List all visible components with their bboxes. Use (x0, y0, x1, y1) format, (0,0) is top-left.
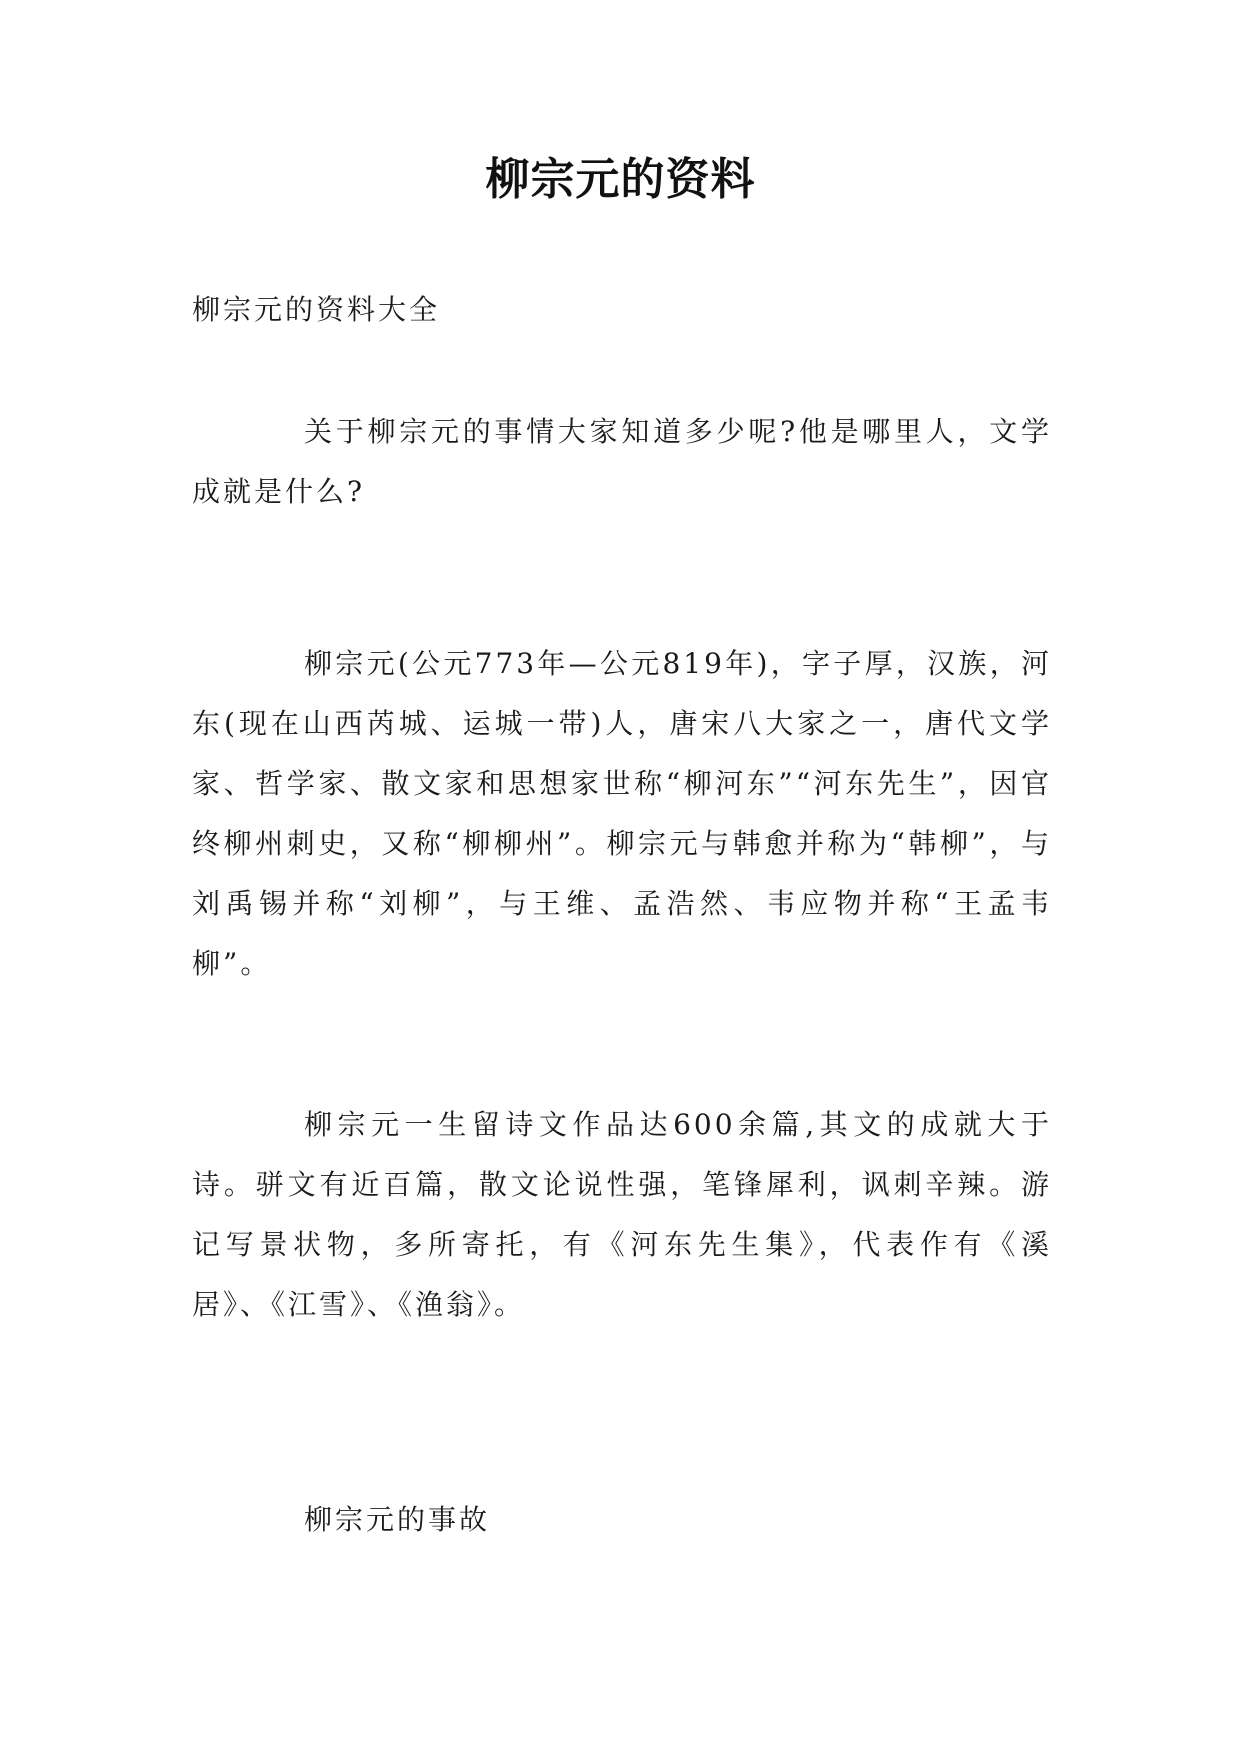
section-heading: 柳宗元的事故 (304, 1503, 491, 1536)
document-subtitle: 柳宗元的资料大全 (192, 293, 441, 326)
paragraph-works: 柳宗元一生留诗文作品达600余篇,其文的成就大于诗。骈文有近百篇，散文论说性强，笔锋犀利，讽刺辛辣。游记写景状物，多所寄托，有《河东先生集》，代表作有《溪居》、《江雪》、《渔翁》。 (192, 1108, 1052, 1321)
paragraph-biography: 柳宗元(公元773年—公元819年)，字子厚，汉族，河东(现在山西芮城、运城一带)人，唐宋八大家之一，唐代文学家、哲学家、散文家和思想家世称“柳河东”“河东先生”，因官终柳州刺史，又称“柳柳州”。柳宗元与韩愈并称为“韩柳”，与刘禹锡并称“刘柳”，与王维、孟浩然、韦应物并称“王孟韦柳”。 (192, 647, 1052, 980)
document-title: 柳宗元的资料 (485, 154, 756, 205)
paragraph-intro: 关于柳宗元的事情大家知道多少呢?他是哪里人，文学成就是什么? (192, 415, 1052, 508)
